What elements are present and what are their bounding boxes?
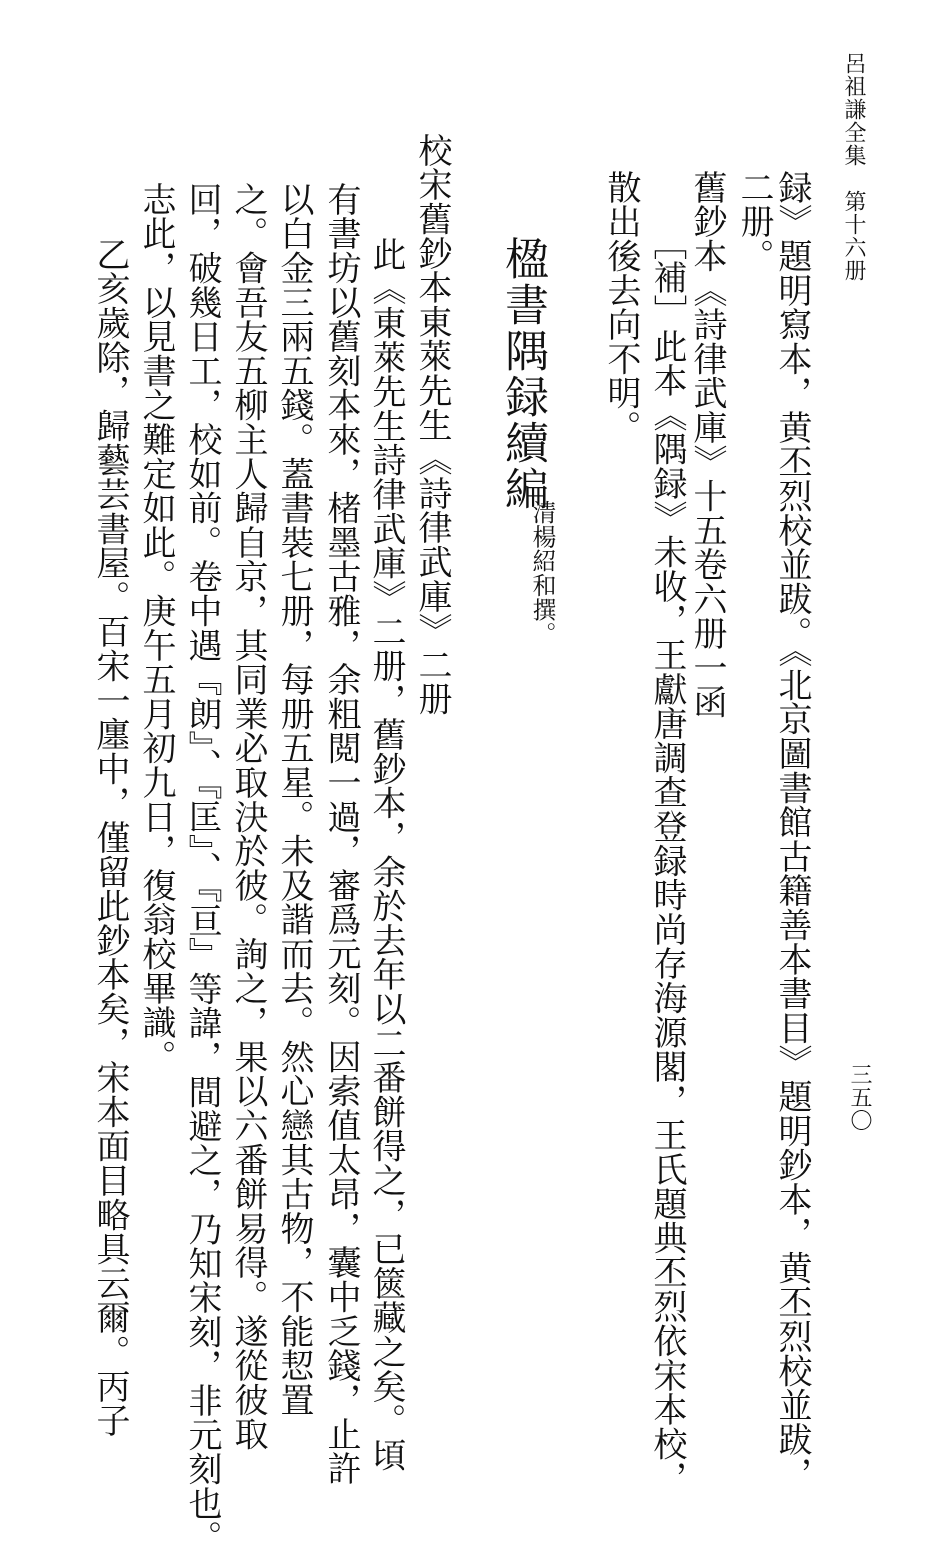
text-column-12: 回，破幾日工，校如前。卷中遇『朗』、『匡』、『亘』等諱，間避之，乃知宋刻，非元刻也。 [182, 182, 222, 1555]
text-column-4: ［補］此本《隅録》未收，王獻唐調查登録時尚存海源閣，王氏題典丕烈依宋本校， [647, 226, 687, 1496]
text-column-5: 散出後去向不明。 [601, 170, 641, 445]
section-title: 楹書隅録續編 [497, 236, 548, 512]
text-column-2: 二册。 [734, 170, 774, 273]
text-column-13: 志此，以見書之難定如此。庚午五月初九日，復翁校畢識。 [136, 182, 176, 1074]
text-column-10: 以白金三兩五錢。蓋書裝七册，每册五星。未及諧而去。然心戀其古物，不能恝置 [274, 182, 314, 1417]
section-author: 清楊紹和撰。 [528, 500, 556, 646]
text-column-9: 有書坊以舊刻本來，楮墨古雅，余粗閲一過，審爲元刻。因索值太昂，囊中乏錢，止許 [321, 182, 361, 1486]
running-title: 呂祖謙全集 第十六册 [841, 52, 866, 282]
text-column-14: 乙亥歲除，歸藝芸書屋。百宋一廛中，僅留此鈔本矣，宋本面目略具云爾。丙子 [90, 237, 130, 1438]
text-column-1: 録》題明寫本，黄丕烈校並跋。《北京圖書館古籍善本書目》題明鈔本，黄丕烈校並跋， [772, 170, 812, 1491]
text-column-8: 此《東萊先生詩律武庫》二册，舊鈔本，余於去年以二番餅得之，已篋藏之矣。頃 [366, 237, 406, 1472]
entry-title: 校宋舊鈔本東萊先生《詩律武庫》二册 [412, 133, 452, 717]
text-column-11: 之。會吾友五柳主人歸自京，其同業必取決於彼。詢之，果以六番餅易得。遂從彼取 [228, 182, 268, 1452]
page-number: 三五〇 [847, 1063, 872, 1132]
text-column-3: 舊鈔本《詩律武庫》十五卷六册一函 [687, 170, 727, 719]
